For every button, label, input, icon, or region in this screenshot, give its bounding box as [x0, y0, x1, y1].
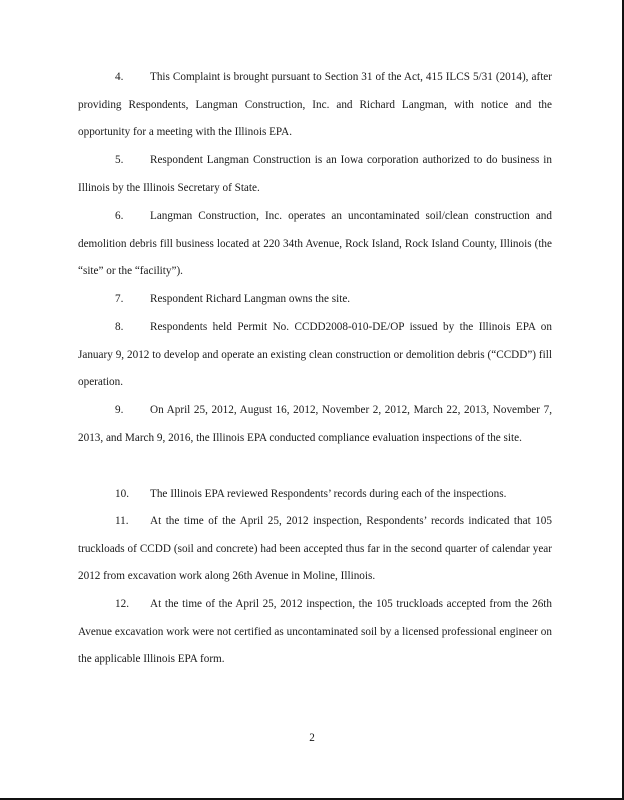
paragraph-number: 8.: [115, 321, 124, 333]
paragraph-9: [78, 397, 552, 452]
paragraph-number: 4.: [115, 71, 124, 83]
paragraph-number: 7.: [115, 293, 124, 305]
paragraph-number: 10.: [115, 488, 129, 500]
paragraph-text: On April 25, 2012, August 16, 2012, November 2, 2012, March 22, 2013, November 7, 2013, and March 9, 2016, the Illinois EPA conducted compliance evaluation inspections of the site.: [78, 404, 552, 444]
paragraph-11: [78, 508, 552, 591]
page-number: 2: [309, 732, 315, 744]
paragraph-text: At the time of the April 25, 2012 inspection, the 105 truckloads accepted from the 26th Avenue excavation work were not certified as uncontaminated soil by a licensed professional engineer on the applicable Illinois EPA form.: [78, 598, 552, 665]
paragraph-text: The Illinois EPA reviewed Respondents’ records during each of the inspections.: [150, 488, 507, 500]
paragraph-7: [78, 286, 552, 314]
paragraph-text: Respondent Richard Langman owns the site.: [150, 293, 351, 305]
paragraph-number: 9.: [115, 404, 124, 416]
paragraph-6: [78, 203, 552, 286]
paragraph-text: Respondent Langman Construction is an Iowa corporation authorized to do business in Illinois by the Illinois Secretary of State.: [78, 154, 552, 194]
paragraph-4: [78, 64, 552, 147]
paragraph-8: [78, 314, 552, 397]
paragraph-12: [78, 591, 552, 674]
paragraph-number: 6.: [115, 210, 124, 222]
paragraph-text: Respondents held Permit No. CCDD2008-010-DE/OP issued by the Illinois EPA on January 9, 2012 to develop and operate an existing clean construction or demolition debris (“CCDD”) fill operation.: [78, 321, 552, 388]
paragraph-text: At the time of the April 25, 2012 inspection, Respondents’ records indicated that 105 truckloads of CCDD (soil and concrete) had been accepted thus far in the second quarter of calendar year 2012 from excavation work along 26th Avenue in Moline, Illinois.: [78, 515, 552, 582]
paragraph-5: [78, 147, 552, 202]
paragraph-number: 5.: [115, 154, 124, 166]
paragraph-number: 12.: [115, 598, 129, 610]
paragraph-number: 11.: [115, 515, 129, 527]
paragraph-text: Langman Construction, Inc. operates an uncontaminated soil/clean construction and demolition debris fill business located at 220 34th Avenue, Rock Island, Rock Island County, Illinois (the “site” or the “facility”).: [78, 210, 552, 277]
paragraph-text: This Complaint is brought pursuant to Section 31 of the Act, 415 ILCS 5/31 (2014), after providing Respondents, Langman Construction, Inc. and Richard Langman, with notice and the opportunity for a meeting with the Illinois EPA.: [78, 71, 552, 138]
paragraph-10: [78, 481, 552, 509]
